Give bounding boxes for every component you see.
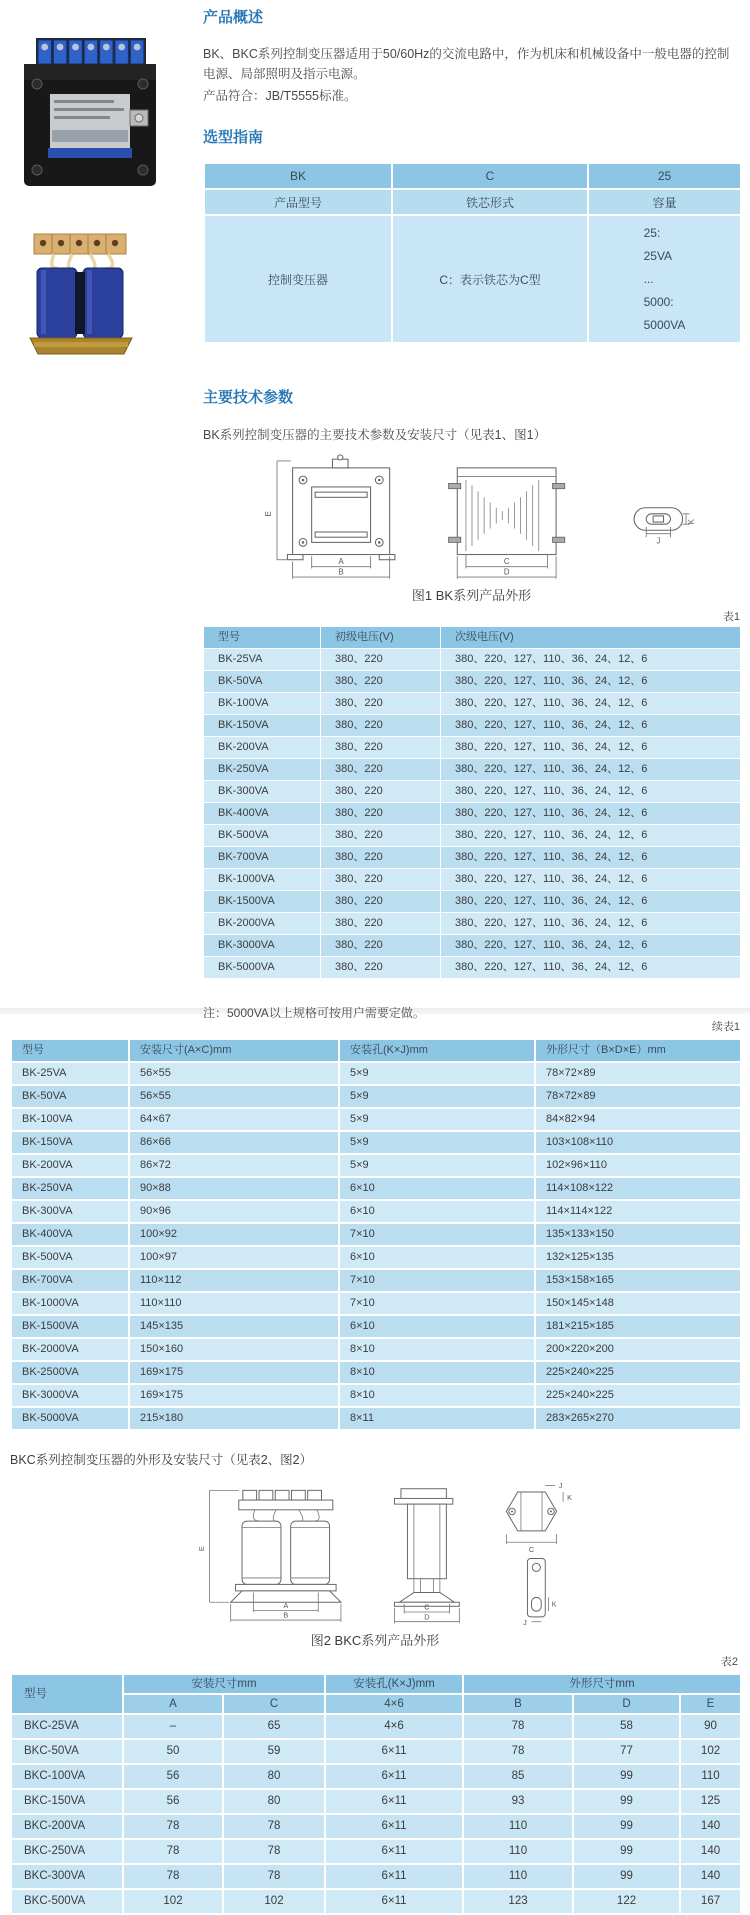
table-row <box>11 1062 741 1085</box>
table-cell: BKC-500VA <box>11 1889 123 1914</box>
table-cell: 80 <box>223 1764 325 1789</box>
table-cell: BK-1500VA <box>11 1315 129 1338</box>
table-row <box>11 1839 741 1864</box>
table-cell: 102 <box>223 1889 325 1914</box>
table-cell: BK-150VA <box>11 1131 129 1154</box>
bk-dimensions-table <box>10 1038 742 1431</box>
table-cell: 6×11 <box>325 1764 463 1789</box>
table-row <box>204 215 741 343</box>
figure1-caption: 图1 BK系列产品外形 <box>411 588 532 603</box>
bk-voltage-table <box>203 626 741 979</box>
table-cell: 6×11 <box>325 1864 463 1889</box>
table-cell: 380、220 <box>321 803 441 825</box>
table-row <box>204 847 741 869</box>
column-header: 安装尺寸mm <box>123 1674 325 1694</box>
table-row <box>11 1814 741 1839</box>
table-cell: BK-50VA <box>11 1085 129 1108</box>
table-cell: 169×175 <box>129 1361 339 1384</box>
table-cell: 6×10 <box>339 1246 535 1269</box>
table-row <box>204 759 741 781</box>
table-cell: 140 <box>680 1814 741 1839</box>
table-cell: 380、220 <box>321 715 441 737</box>
bkc-dimensions-table <box>10 1673 742 1915</box>
table-cell: BK-100VA <box>204 693 321 715</box>
table-cell: BK-1000VA <box>11 1292 129 1315</box>
table-row <box>204 163 741 189</box>
table-row <box>11 1789 741 1814</box>
table-cell: 140 <box>680 1864 741 1889</box>
table-cell: 80 <box>223 1789 325 1814</box>
table-cell: 150×160 <box>129 1338 339 1361</box>
table-header-row <box>11 1674 741 1694</box>
capacity-line: 5000: <box>643 294 674 309</box>
table-cell: 78 <box>123 1864 223 1889</box>
capacity-range <box>644 222 686 337</box>
table-cell: 283×265×270 <box>535 1407 741 1430</box>
table-cell: 6×11 <box>325 1889 463 1914</box>
table-row <box>204 737 741 759</box>
table-cell: 99 <box>573 1864 680 1889</box>
content-column <box>203 0 740 1021</box>
table-cell: 78×72×89 <box>535 1085 741 1108</box>
table-cell: 380、220 <box>321 913 441 935</box>
standard-line: 产品符合：JB/T5555标准。 <box>203 89 357 103</box>
table-cell: 77 <box>573 1739 680 1764</box>
table-cell: 150×145×148 <box>535 1292 741 1315</box>
table-cell: BK-150VA <box>204 715 321 737</box>
dim-label-c: C <box>528 1544 535 1554</box>
table-cell: 4×6 <box>325 1714 463 1739</box>
table-cell: 78 <box>463 1739 573 1764</box>
table-cell: 7×10 <box>339 1223 535 1246</box>
table-cell: 64×67 <box>129 1108 339 1131</box>
table-cell: 225×240×225 <box>535 1384 741 1407</box>
table-cell: 135×133×150 <box>535 1223 741 1246</box>
dim-label-b: B <box>283 1610 289 1620</box>
table-cell: 380、220、127、110、36、24、12、6 <box>441 913 741 935</box>
table-cell: 167 <box>680 1889 741 1914</box>
table-cell: BK-2000VA <box>11 1338 129 1361</box>
bk-product-photo <box>20 36 160 192</box>
column-subheader: B <box>463 1694 573 1714</box>
table-cell: 169×175 <box>129 1384 339 1407</box>
table-cell: 380、220、127、110、36、24、12、6 <box>441 693 741 715</box>
table-cell: BKC-100VA <box>11 1764 123 1789</box>
table-cell: 90×88 <box>129 1177 339 1200</box>
table-cell: BKC-25VA <box>11 1714 123 1739</box>
table-row <box>204 869 741 891</box>
table-cell: BK-1000VA <box>204 869 321 891</box>
table-cell: 380、220、127、110、36、24、12、6 <box>441 935 741 957</box>
table-cell: BK-400VA <box>11 1223 129 1246</box>
table-cell: BK-200VA <box>204 737 321 759</box>
table-cell: C：表示铁芯为C型 <box>392 215 588 343</box>
table-cell: 380、220、127、110、36、24、12、6 <box>441 781 741 803</box>
table-cell: BK-300VA <box>204 781 321 803</box>
table-cell: – <box>123 1714 223 1739</box>
tech-params-heading: 主要技术参数 <box>203 389 294 406</box>
table-row <box>11 1315 741 1338</box>
column-header: 安装尺寸(A×C)mm <box>129 1039 339 1062</box>
capacity-line: 25VA <box>643 248 673 263</box>
table1b-label: 续表1 <box>711 1021 740 1033</box>
table-cell: BK <box>204 163 392 189</box>
column-header: 型号 <box>11 1039 129 1062</box>
table-header-row <box>204 627 741 649</box>
table-cell: 产品型号 <box>204 189 392 215</box>
table-row <box>204 825 741 847</box>
table-cell: 5×9 <box>339 1154 535 1177</box>
table-cell: 100×92 <box>129 1223 339 1246</box>
table-row <box>11 1407 741 1430</box>
table-cell: BKC-50VA <box>11 1739 123 1764</box>
selection-guide-table <box>203 162 742 344</box>
table-row <box>11 1246 741 1269</box>
dim-label-k: K <box>686 518 696 525</box>
product-photos <box>20 36 165 360</box>
dim-label-a: A <box>283 1600 289 1610</box>
capacity-line: 5000VA <box>643 317 686 332</box>
table-cell: BK-700VA <box>204 847 321 869</box>
table-row <box>11 1292 741 1315</box>
overview-heading: 产品概述 <box>203 9 264 26</box>
bk-intro-text: BK系列控制变压器的主要技术参数及安装尺寸（见表1、图1） <box>203 428 547 442</box>
table-cell: 6×10 <box>339 1200 535 1223</box>
table-cell: 56 <box>123 1764 223 1789</box>
table-cell: 380、220、127、110、36、24、12、6 <box>441 891 741 913</box>
table-cell: 5×9 <box>339 1108 535 1131</box>
table-cell: 99 <box>573 1789 680 1814</box>
dim-label-k: K <box>551 1599 557 1609</box>
column-header: 初级电压(V) <box>321 627 441 649</box>
table-cell: BK-2000VA <box>204 913 321 935</box>
table-cell: 122 <box>573 1889 680 1914</box>
table-row <box>204 781 741 803</box>
table-cell: 145×135 <box>129 1315 339 1338</box>
dim-label-j: J <box>523 1617 527 1627</box>
table-row <box>204 913 741 935</box>
table-cell: 56 <box>123 1789 223 1814</box>
table-cell: 380、220 <box>321 891 441 913</box>
table-cell: 380、220、127、110、36、24、12、6 <box>441 649 741 671</box>
overview-body: BK、BKC系列控制变压器适用于50/60Hz的交流电路中，作为机床和机械设备中一般电器的控制电源、局部照明及指示电源。 <box>203 47 730 81</box>
table-cell: 6×10 <box>339 1315 535 1338</box>
table-cell: 380、220、127、110、36、24、12、6 <box>441 803 741 825</box>
table-cell: 200×220×200 <box>535 1338 741 1361</box>
table1-note: 注：5000VA以上规格可按用户需要定做。 <box>203 1006 425 1020</box>
column-header: 型号 <box>11 1674 123 1714</box>
table-cell: 58 <box>573 1714 680 1739</box>
dim-label-d: D <box>503 567 509 577</box>
table-cell: 140 <box>680 1839 741 1864</box>
table-cell: 7×10 <box>339 1269 535 1292</box>
dim-label-b: B <box>338 567 344 577</box>
table-row <box>204 935 741 957</box>
table-cell: 225×240×225 <box>535 1361 741 1384</box>
table-cell: 380、220 <box>321 781 441 803</box>
table-cell: 25 <box>588 163 741 189</box>
table-row <box>11 1361 741 1384</box>
table2-label: 表2 <box>720 1656 738 1668</box>
table-cell: 132×125×135 <box>535 1246 741 1269</box>
table-cell: 65 <box>223 1714 325 1739</box>
table-cell: BK-100VA <box>11 1108 129 1131</box>
table-cell: 5×9 <box>339 1085 535 1108</box>
column-header: 外形尺寸mm <box>463 1674 741 1694</box>
table-cell: 125 <box>680 1789 741 1814</box>
table-row <box>11 1864 741 1889</box>
table-cell: 56×55 <box>129 1085 339 1108</box>
bkc-transformer-image <box>24 230 139 360</box>
table-cell: 380、220 <box>321 935 441 957</box>
table-cell: 380、220 <box>321 957 441 979</box>
table-cell: 8×10 <box>339 1384 535 1407</box>
table-cell: 铁芯形式 <box>392 189 588 215</box>
table-cell: 114×108×122 <box>535 1177 741 1200</box>
table-cell: BK-5000VA <box>204 957 321 979</box>
table-cell: 78 <box>123 1814 223 1839</box>
table-cell: BK-3000VA <box>11 1384 129 1407</box>
table-cell: 控制变压器 <box>204 215 392 343</box>
table-row <box>11 1131 741 1154</box>
table-cell: BK-200VA <box>11 1154 129 1177</box>
table-cell: BKC-200VA <box>11 1814 123 1839</box>
dim-label-c: C <box>424 1602 430 1612</box>
table-cell: 380、220 <box>321 737 441 759</box>
table-cell: 380、220 <box>321 869 441 891</box>
table-cell: 50 <box>123 1739 223 1764</box>
table-cell: 380、220、127、110、36、24、12、6 <box>441 671 741 693</box>
table-cell: 5×9 <box>339 1131 535 1154</box>
table-row <box>11 1269 741 1292</box>
table-row <box>11 1714 741 1739</box>
table-cell: 90×96 <box>129 1200 339 1223</box>
dim-label-d: D <box>424 1612 430 1622</box>
column-header: 安装孔(K×J)mm <box>325 1674 463 1694</box>
table-cell: 102 <box>680 1739 741 1764</box>
table-cell: 380、220、127、110、36、24、12、6 <box>441 869 741 891</box>
dim-label-c: C <box>503 557 509 567</box>
table-cell: 110 <box>463 1814 573 1839</box>
capacity-line: 25: <box>643 225 661 240</box>
table-cell: BK-700VA <box>11 1269 129 1292</box>
table-row <box>204 715 741 737</box>
table-cell: 102 <box>123 1889 223 1914</box>
table-cell: BK-400VA <box>204 803 321 825</box>
column-header: 次级电压(V) <box>441 627 741 649</box>
table-cell: BK-3000VA <box>204 935 321 957</box>
table-cell: 8×10 <box>339 1338 535 1361</box>
table-cell: 380、220、127、110、36、24、12、6 <box>441 847 741 869</box>
dim-label-j: J <box>558 1480 563 1490</box>
table-cell: 6×11 <box>325 1789 463 1814</box>
table-cell: 93 <box>463 1789 573 1814</box>
table-cell: BKC-150VA <box>11 1789 123 1814</box>
table1-label: 表1 <box>722 611 740 623</box>
table-cell: 380、220、127、110、36、24、12、6 <box>441 957 741 979</box>
table-cell: 380、220 <box>321 693 441 715</box>
table-cell: BKC-300VA <box>11 1864 123 1889</box>
table-cell: BK-1500VA <box>204 891 321 913</box>
table-cell: 100×97 <box>129 1246 339 1269</box>
table-row <box>11 1223 741 1246</box>
column-header: 外形尺寸（B×D×E）mm <box>535 1039 741 1062</box>
table-cell: BK-25VA <box>204 649 321 671</box>
table-cell: 380、220 <box>321 847 441 869</box>
selection-heading: 选型指南 <box>203 129 264 146</box>
table-cell: 110 <box>463 1839 573 1864</box>
capacity-line: ... <box>643 271 654 286</box>
table-cell: 380、220、127、110、36、24、12、6 <box>441 825 741 847</box>
table-cell: 114×114×122 <box>535 1200 741 1223</box>
table-row <box>11 1889 741 1914</box>
table-cell: 86×72 <box>129 1154 339 1177</box>
table-cell: 6×11 <box>325 1739 463 1764</box>
table-cell: 380、220、127、110、36、24、12、6 <box>441 737 741 759</box>
table-cell: 78 <box>223 1839 325 1864</box>
table-row <box>11 1154 741 1177</box>
table-cell: BK-500VA <box>11 1246 129 1269</box>
column-subheader: D <box>573 1694 680 1714</box>
table-cell: BK-2500VA <box>11 1361 129 1384</box>
table-cell: 86×66 <box>129 1131 339 1154</box>
table-cell: 85 <box>463 1764 573 1789</box>
table-cell: 78 <box>463 1714 573 1739</box>
table-cell <box>588 215 741 343</box>
table-cell: 110×110 <box>129 1292 339 1315</box>
table-row <box>204 891 741 913</box>
table-header-row <box>11 1039 741 1062</box>
table-row <box>204 189 741 215</box>
dim-label-j: J <box>655 536 660 546</box>
dim-label-e: E <box>263 511 273 517</box>
table-cell: 153×158×165 <box>535 1269 741 1292</box>
table-row <box>11 1085 741 1108</box>
table-cell: BK-5000VA <box>11 1407 129 1430</box>
table-cell: 8×10 <box>339 1361 535 1384</box>
column-subheader: 4×6 <box>325 1694 463 1714</box>
table-cell: 78×72×89 <box>535 1062 741 1085</box>
table-cell: 6×11 <box>325 1814 463 1839</box>
table-cell: BK-250VA <box>204 759 321 781</box>
column-subheader: E <box>680 1694 741 1714</box>
bkc-product-photo <box>24 230 139 360</box>
table-cell: 99 <box>573 1814 680 1839</box>
table-cell: 59 <box>223 1739 325 1764</box>
table-cell: BK-50VA <box>204 671 321 693</box>
table-cell: BK-300VA <box>11 1200 129 1223</box>
table-cell: 78 <box>123 1839 223 1864</box>
figure2-bkc-outline-drawing <box>120 1479 630 1629</box>
table-row <box>11 1739 741 1764</box>
table-cell: BK-25VA <box>11 1062 129 1085</box>
table-cell: 380、220 <box>321 759 441 781</box>
table-cell: 5×9 <box>339 1062 535 1085</box>
table-row <box>11 1108 741 1131</box>
table-cell: 7×10 <box>339 1292 535 1315</box>
table-cell: 110 <box>463 1864 573 1889</box>
column-subheader: C <box>223 1694 325 1714</box>
table-row <box>11 1384 741 1407</box>
table-row <box>11 1177 741 1200</box>
table-cell: 380、220、127、110、36、24、12、6 <box>441 759 741 781</box>
dim-label-e: E <box>196 1546 206 1552</box>
figure1-bk-outline-drawing <box>217 454 727 584</box>
table-row <box>204 803 741 825</box>
table-cell: 103×108×110 <box>535 1131 741 1154</box>
table-cell: C <box>392 163 588 189</box>
table-cell: BK-250VA <box>11 1177 129 1200</box>
table-row <box>204 957 741 979</box>
table-cell: 78 <box>223 1864 325 1889</box>
table-row <box>11 1764 741 1789</box>
table-cell: 123 <box>463 1889 573 1914</box>
table-cell: 380、220 <box>321 671 441 693</box>
table-cell: 90 <box>680 1714 741 1739</box>
table-cell: BKC-250VA <box>11 1839 123 1864</box>
table-cell: 380、220 <box>321 649 441 671</box>
table-cell: 56×55 <box>129 1062 339 1085</box>
bk-transformer-image <box>20 36 160 192</box>
table-cell: 110×112 <box>129 1269 339 1292</box>
column-header: 型号 <box>204 627 321 649</box>
table-cell: 380、220 <box>321 825 441 847</box>
table-cell: 110 <box>680 1764 741 1789</box>
table-cell: 6×11 <box>325 1839 463 1864</box>
table-cell: 99 <box>573 1839 680 1864</box>
table-cell: 181×215×185 <box>535 1315 741 1338</box>
column-subheader: A <box>123 1694 223 1714</box>
table-cell: BK-500VA <box>204 825 321 847</box>
table-row <box>204 671 741 693</box>
table-row <box>204 693 741 715</box>
dim-label-a: A <box>338 557 344 567</box>
table-cell: 6×10 <box>339 1177 535 1200</box>
table-cell: 102×96×110 <box>535 1154 741 1177</box>
figure2-caption: 图2 BKC系列产品外形 <box>310 1633 440 1648</box>
dim-label-k: K <box>567 1493 573 1503</box>
table-row <box>11 1200 741 1223</box>
table-cell: 380、220、127、110、36、24、12、6 <box>441 715 741 737</box>
column-header: 安装孔(K×J)mm <box>339 1039 535 1062</box>
table-cell: 78 <box>223 1814 325 1839</box>
table-cell: 215×180 <box>129 1407 339 1430</box>
table-cell: 99 <box>573 1764 680 1789</box>
table-row <box>11 1338 741 1361</box>
table-row <box>204 649 741 671</box>
table-cell: 84×82×94 <box>535 1108 741 1131</box>
table-cell: 8×11 <box>339 1407 535 1430</box>
table-cell: 容量 <box>588 189 741 215</box>
bkc-intro-text: BKC系列控制变压器的外形及安装尺寸（见表2、图2） <box>10 1453 313 1467</box>
